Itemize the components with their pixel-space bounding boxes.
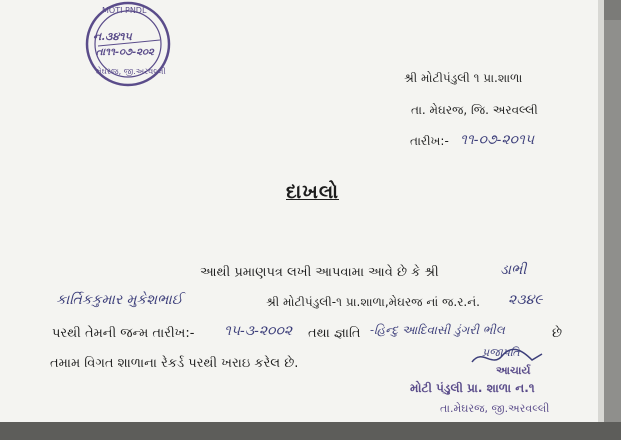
signature-role: આચાર્ય xyxy=(496,364,531,377)
date-label: તારીખ:- xyxy=(410,134,449,148)
seal-number: ન.૩૪૧૫ xyxy=(93,30,132,43)
school-name: શ્રી મોટીપંડુલી ૧ પ્રા.શાળા xyxy=(404,71,523,85)
body-dob: ૧૫-૩-૨૦૦૨ xyxy=(224,323,293,339)
principal-stamp-line2: તા.મેઘરજ, જી.અરવલ્લી xyxy=(440,402,550,415)
body-line2-text: શ્રી મોટીપંડુલી-૧ પ્રા.શાળા,મેઘરજ નાં જ.ર.નં. xyxy=(266,295,480,309)
body-caste: -હિન્દુ આદિવાસી ડુંગરી ભીલ xyxy=(370,323,505,337)
date-value: ૧૧-૦૭-૨૦૧૫ xyxy=(460,132,535,148)
body-line3-text-b: તથા જ્ઞાતિ xyxy=(308,326,361,341)
body-register-number: ૨૩૪૯ xyxy=(508,292,543,308)
signature-text: પ્રજાપતિ xyxy=(482,346,520,359)
seal-date: તા૧૧-૦૭-૨૦૨ xyxy=(96,47,154,58)
table-surface xyxy=(0,422,621,440)
body-line3-end: છે xyxy=(552,326,563,341)
body-line1-text: આથી પ્રમાણપત્ર લખી આપવામા આવે છે કે શ્રી xyxy=(200,265,439,280)
body-student-name: કાર્તિકકુમાર મુકેશભાઈ xyxy=(56,292,183,308)
principal-stamp-line1: મોટી પંડુલી પ્રા. શાળા ન.૧ xyxy=(410,381,535,395)
seal-bottom-text: મેઘરજ, જી.અરવલ્લી xyxy=(96,67,166,76)
certificate-title: દાખલો xyxy=(286,181,340,203)
body-line4-text: તમામ વિગત શાળાના રેકર્ડ પરથી ખરાઇ કરેલ છે. xyxy=(50,356,299,371)
body-line3-text-a: પરથી તેમની જન્મ તારીખ:- xyxy=(52,326,195,341)
seal-top-text: MOTI PNDL xyxy=(102,6,147,15)
body-surname: ડાભી xyxy=(500,262,527,278)
school-address: તા. મેઘરજ, જિ. અરવલ્લી xyxy=(411,103,538,117)
